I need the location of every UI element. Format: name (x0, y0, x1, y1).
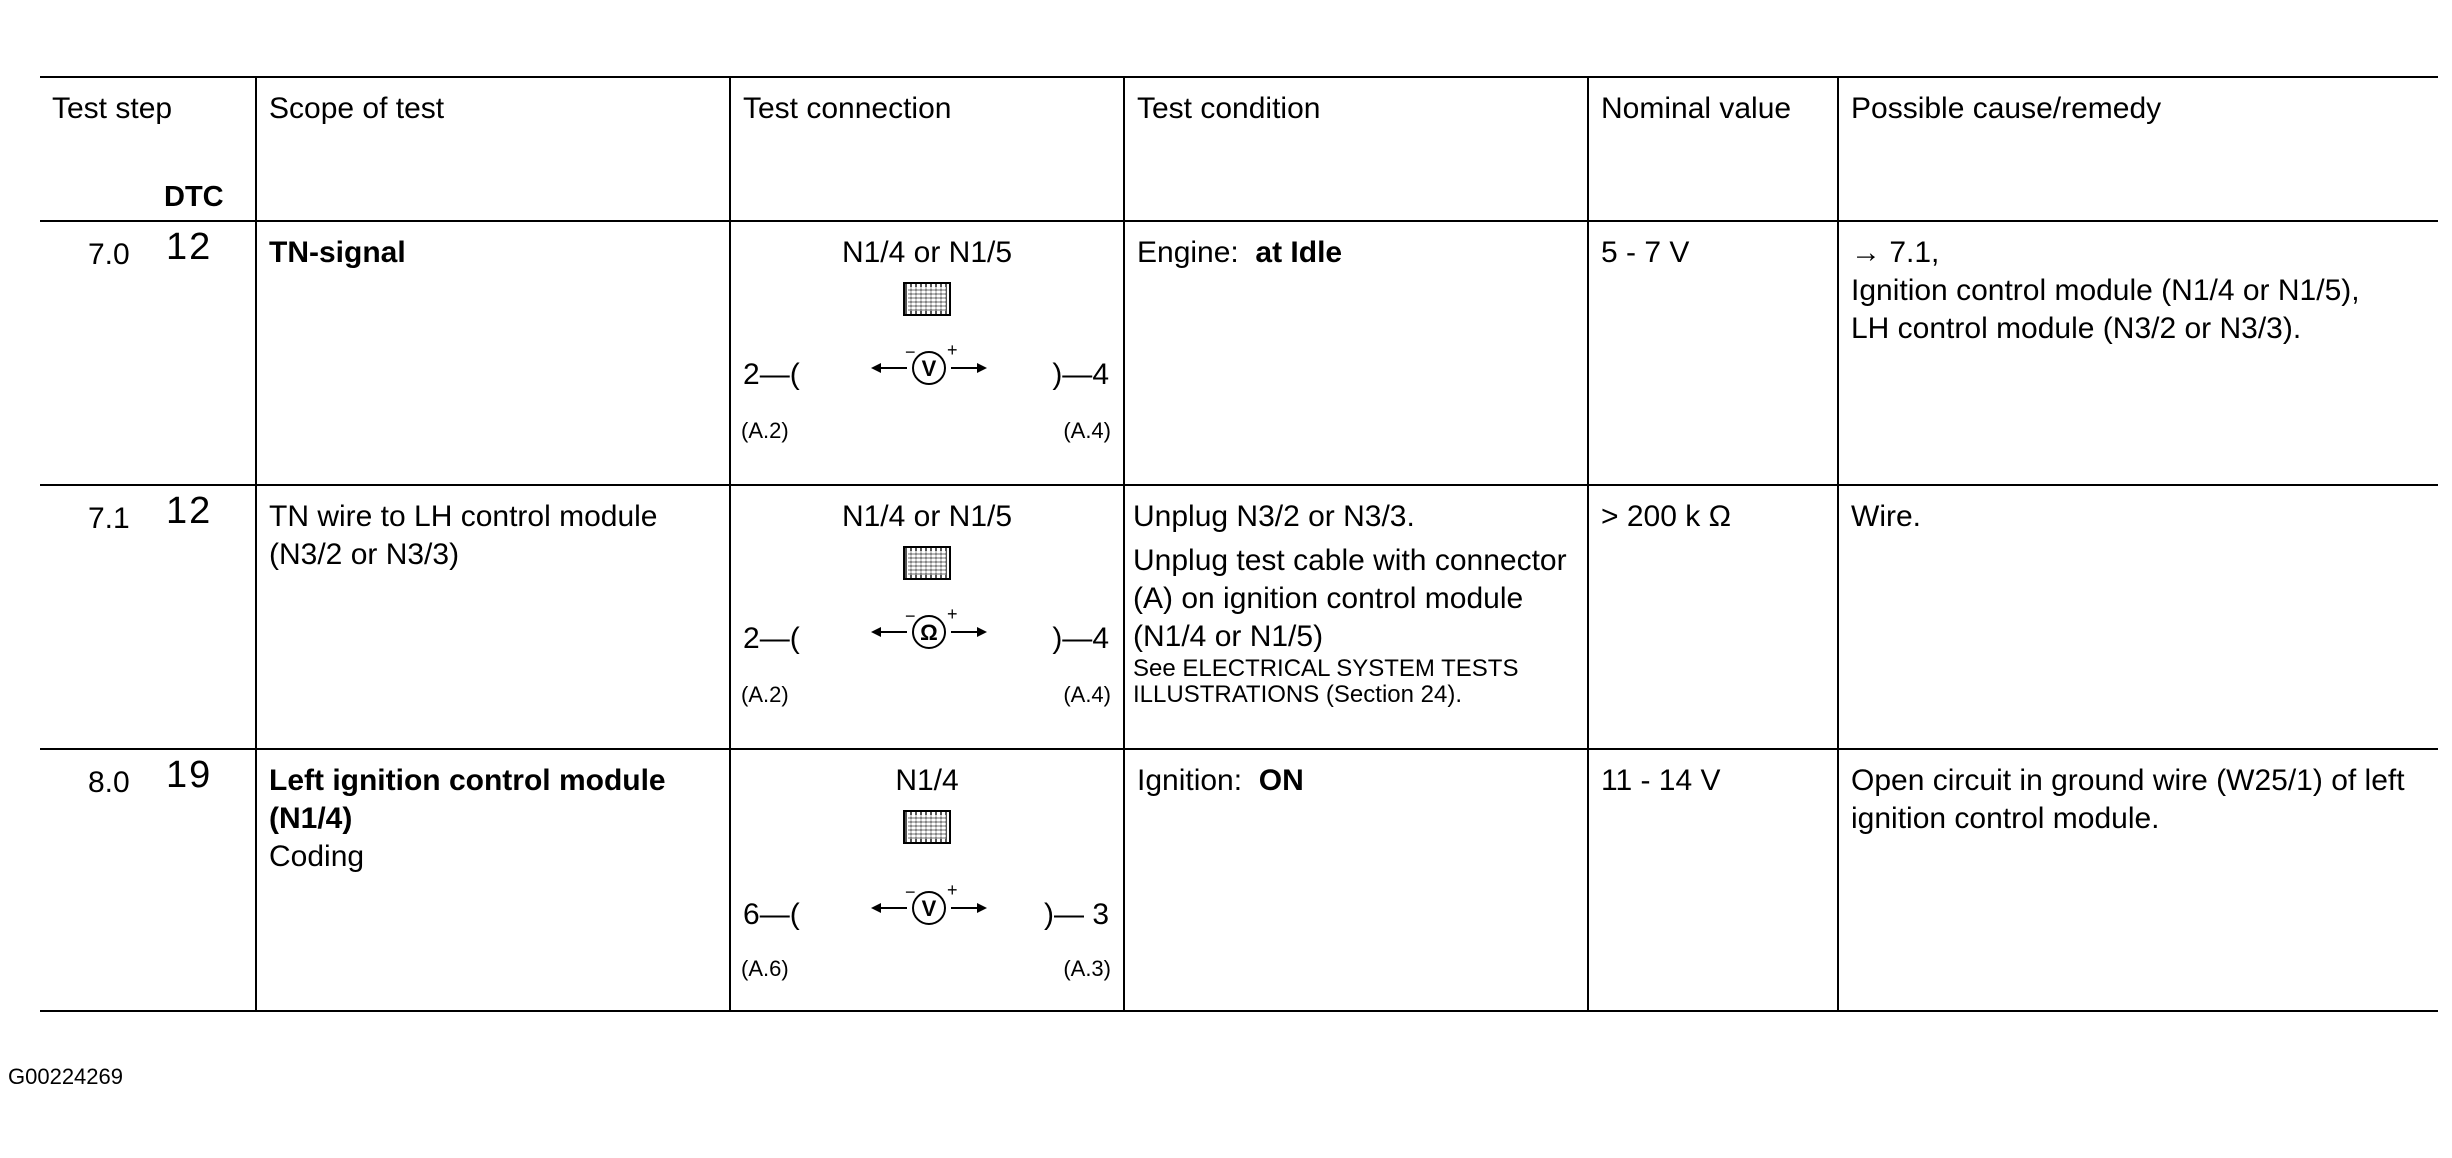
scope-title: Left ignition control module (N1/4) (269, 764, 666, 835)
step-number: 7.0 (88, 238, 130, 271)
right-pin: 4 (1092, 358, 1109, 391)
connection-cell (730, 221, 1124, 485)
table-row (40, 485, 2438, 749)
cause-cell: → 7.1, Ignition control module (N1/4 or N1/5), LH control module (N3/2 or N3/3). (1838, 221, 2438, 485)
dtc-code: 12 (166, 226, 213, 268)
test-connection-diagram: N1/4 6—( V − + )— 3 (A.6) (A.3) (731, 750, 1123, 1008)
scope-cell (256, 485, 730, 749)
nominal-cell (1588, 749, 1838, 1011)
step-number: 8.0 (88, 766, 130, 799)
cause-cell: Wire. (1838, 485, 2438, 749)
meter-symbol: V (921, 896, 937, 921)
connection-label: N1/4 or N1/5 (841, 500, 1013, 533)
tester-icon (903, 282, 951, 316)
scope-title: TN-signal (269, 236, 406, 269)
cause-cell: Open circuit in ground wire (W25/1) of left ignition control module. (1838, 749, 2438, 1011)
svg-text:+: + (947, 340, 958, 360)
svg-text:−: − (905, 882, 916, 902)
left-pin: 2 (743, 622, 760, 655)
right-pin-position: (A.4) (1063, 682, 1111, 707)
nominal-value: 11 - 14 V (1601, 764, 1721, 797)
condition-cell (1124, 749, 1588, 1011)
condition-value: at Idle (1255, 236, 1343, 269)
left-pin-position: (A.2) (741, 682, 789, 707)
right-pin: 4 (1092, 622, 1109, 655)
voltmeter-icon (869, 878, 989, 938)
tester-icon (903, 810, 951, 844)
reference-note: See ELECTRICAL SYSTEM TESTS ILLUSTRATIONS (Section 24). (1133, 655, 1519, 708)
connection-label: N1/4 (895, 764, 959, 797)
header-row (40, 77, 2438, 221)
test-table (40, 76, 2438, 1012)
right-pin-position: (A.3) (1063, 956, 1111, 981)
svg-text:+: + (947, 604, 958, 624)
meter-symbol: Ω (920, 620, 938, 645)
svg-text:−: − (905, 606, 916, 626)
test-connection-diagram: N1/4 or N1/5 2—( V − + )—4 (A.2) (A.4) (731, 222, 1123, 480)
table-row (40, 749, 2438, 1011)
header-cause: Possible cause/remedy (1838, 77, 2438, 221)
connection-cell (730, 749, 1124, 1011)
left-pin: 6 (743, 898, 760, 931)
nominal-value: > 200 k Ω (1601, 500, 1732, 533)
tester-icon (903, 546, 951, 580)
scope-subtitle: Coding (269, 840, 365, 873)
test-connection-diagram: N1/4 or N1/5 2—( Ω − + )—4 (A.2) (A.4) (731, 486, 1123, 744)
connection-cell (730, 485, 1124, 749)
condition-value: ON (1258, 764, 1304, 797)
table-row (40, 221, 2438, 485)
step-number: 7.1 (88, 502, 130, 535)
header-condition: Test condition (1124, 77, 1588, 221)
dtc-code: 19 (166, 754, 213, 796)
left-pin: 2 (743, 358, 760, 391)
header-scope: Scope of test (256, 77, 730, 221)
figure-code: G00224269 (8, 1064, 123, 1089)
dtc-code: 12 (166, 490, 213, 532)
nominal-cell (1588, 485, 1838, 749)
condition-prefix: Ignition: (1137, 764, 1243, 797)
condition-cell (1124, 221, 1588, 485)
step-cell (40, 485, 256, 749)
scope-cell (256, 749, 730, 1011)
condition-cell: Unplug N3/2 or N3/3. Unplug test cable with connector (A) on ignition control module (N1/4 or N1/5) See ELECTRICAL SYSTEM TESTS ILLUSTRATIONS (Section 24). (1124, 485, 1588, 749)
voltmeter-icon (869, 338, 989, 398)
right-pin: 3 (1092, 898, 1109, 931)
meter-symbol: V (921, 356, 937, 381)
scope-title: TN wire to LH control module (N3/2 or N3/3) (269, 500, 658, 571)
right-pin-position: (A.4) (1063, 418, 1111, 443)
header-test-step: Test step DTC (40, 77, 256, 221)
left-pin-position: (A.2) (741, 418, 789, 443)
header-nominal: Nominal value (1588, 77, 1838, 221)
connection-label: N1/4 or N1/5 (841, 236, 1013, 269)
condition-prefix: Engine: (1137, 236, 1239, 269)
scope-cell (256, 221, 730, 485)
header-connection: Test connection (730, 77, 1124, 221)
left-pin-position: (A.6) (741, 956, 789, 981)
header-dtc: DTC (164, 181, 224, 213)
svg-text:−: − (905, 342, 916, 362)
nominal-value: 5 - 7 V (1601, 236, 1690, 269)
svg-text:+: + (947, 880, 958, 900)
step-cell (40, 221, 256, 485)
ohmmeter-icon (869, 602, 989, 662)
step-cell (40, 749, 256, 1011)
nominal-cell (1588, 221, 1838, 485)
